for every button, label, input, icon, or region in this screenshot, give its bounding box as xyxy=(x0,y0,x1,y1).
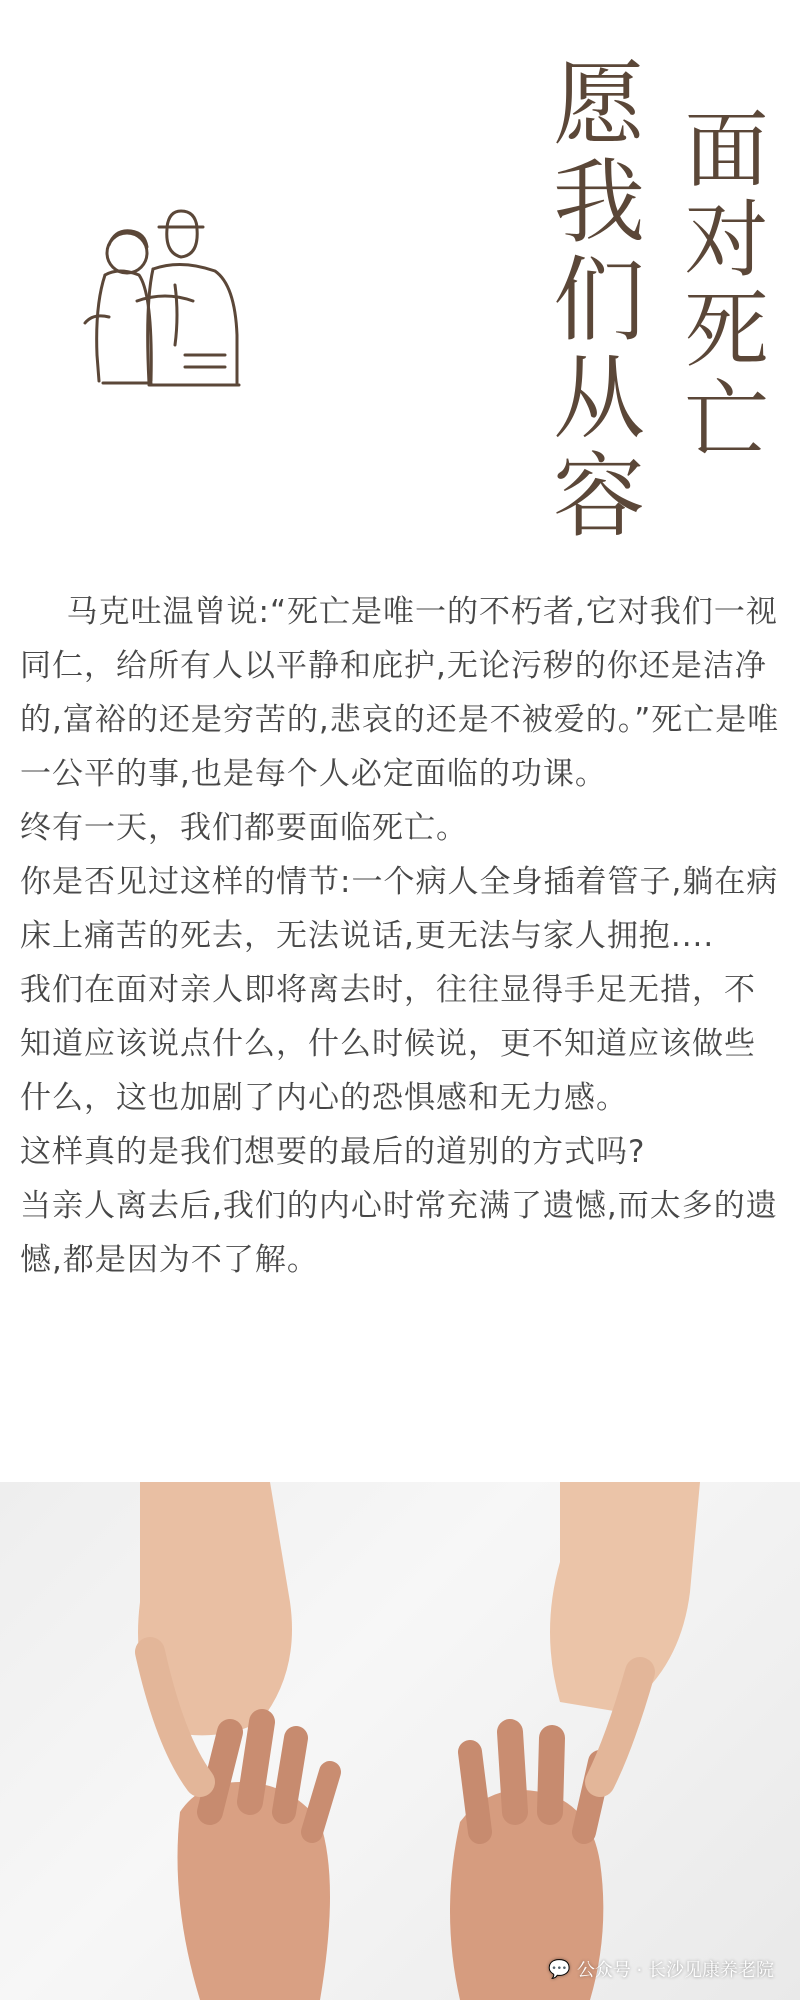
paragraph: 这样真的是我们想要的最后的道别的方式吗? xyxy=(20,1134,646,1170)
header xyxy=(0,0,800,580)
title-line-1: 愿我们从容 xyxy=(538,55,645,545)
paragraph: 当亲人离去后,我们的内心时常充满了遗憾,而太多的遗憾,都是因为不了解。 xyxy=(20,1188,778,1278)
wechat-icon: 💬 xyxy=(548,1958,571,1980)
paragraph: 你是否见过这样的情节:一个病人全身插着管子,躺在病床上痛苦的死去，无法说话,更无法与家人拥抱.... xyxy=(20,864,779,954)
watermark-text: 公众号 · 长沙见康养老院 xyxy=(576,1960,774,1981)
hands-holding-icon xyxy=(0,1482,800,2000)
paragraph: 我们在面对亲人即将离去时，往往显得手足无措，不知道应该说点什么，什么时候说，更不知道应该做些什么，这也加剧了内心的恐惧感和无力感。 xyxy=(20,972,756,1116)
title-line-2: 面对死亡 xyxy=(671,105,769,465)
article-body xyxy=(20,585,780,1287)
elderly-couple-icon xyxy=(75,205,255,395)
watermark xyxy=(548,1956,774,1982)
paragraph: 终有一天，我们都要面临死亡。 xyxy=(20,810,468,846)
hands-photo xyxy=(0,1482,800,2000)
paragraph: 马克吐温曾说:“死亡是唯一的不朽者,它对我们一视同仁，给所有人以平静和庇护,无论污秽的你还是洁净的,富裕的还是穷苦的,悲哀的还是不被爱的。”死亡是唯一公平的事,也是每个人必定面临的功课。 xyxy=(20,594,780,792)
